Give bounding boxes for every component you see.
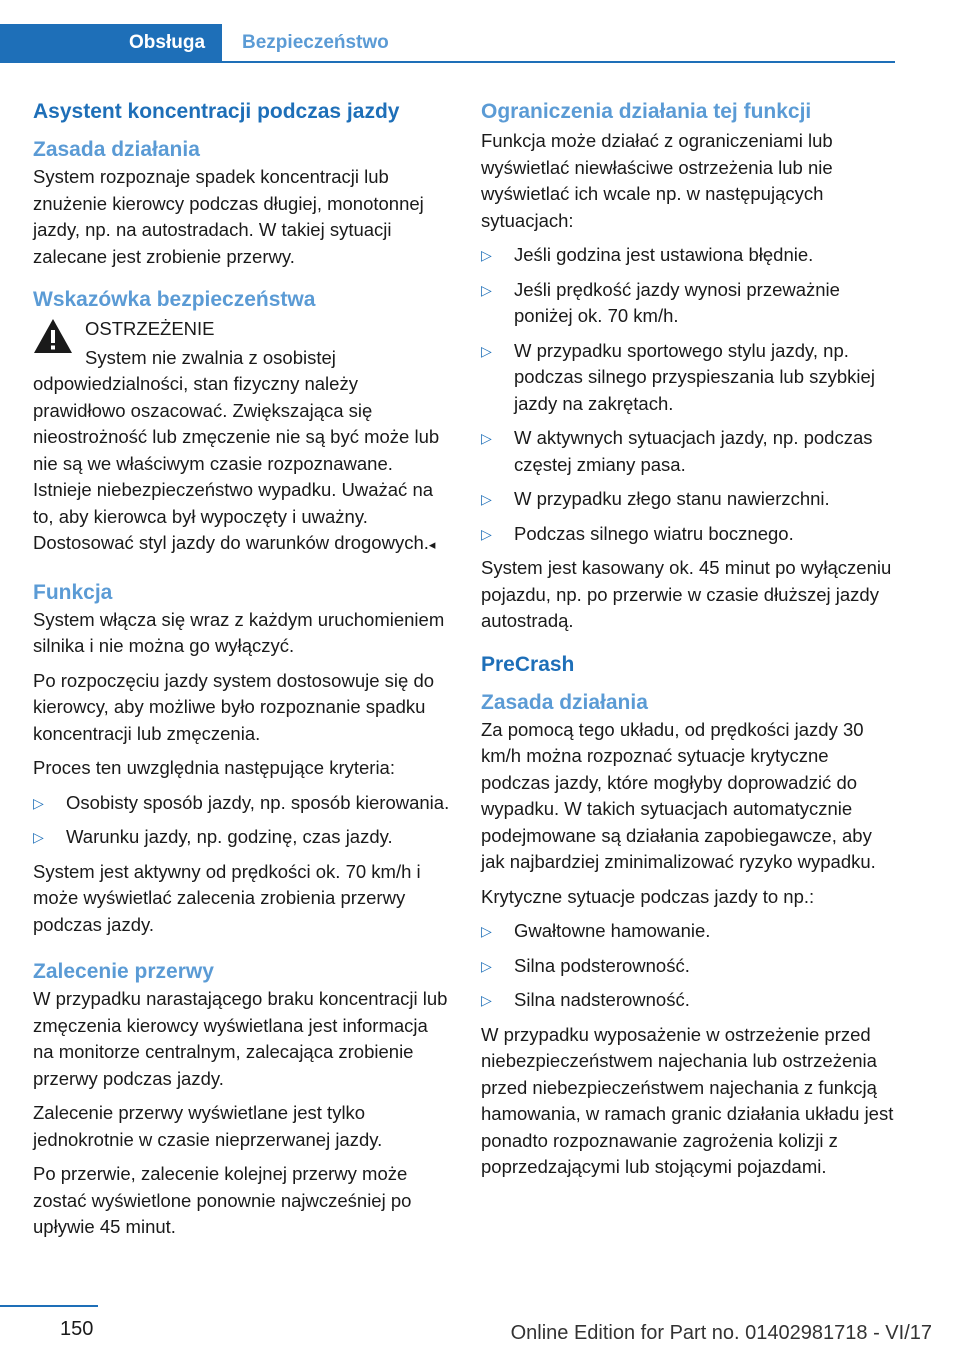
list-item: ▷ Silna nadsterowność. [481, 987, 899, 1014]
tab-obsluga[interactable]: Obsługa [0, 24, 222, 62]
header-tabs [0, 24, 409, 62]
paragraph: Za pomocą tego układu, od prędkości jazdy 30 km/h można rozpoznać sytuacje krytyczne podczas jazdy, które mogłyby doprowadzić do wypadku. W takich sytuacjach automatycznie podejmowane są działania zapobiegawcze, aby jak najbardziej zminimalizować ryzyko wypadku. [481, 718, 876, 872]
criteria-list [33, 790, 451, 851]
list-item: ▷ W przypadku złego stanu nawierzchni. [481, 486, 899, 513]
heading-zasada: Zasada działania [33, 138, 200, 161]
heading-ograniczenia: Ograniczenia działania tej funkcji [481, 100, 812, 123]
limitations-list [481, 242, 899, 547]
warning-text: System nie zwalnia z osobistej odpowiedzialności, stan fizyczny należy prawidłowo oszacować. Zwiększająca się nieostrożność lub zmęczenie nie są być może lub nie są we właściwym czasie rozpoznawane. Istnieje niebezpieczeństwo wypadku. Uważać na to, aby kierowca był wypoczęty i uważny. Dostosować styl jazdy do warunków drogowych.◂ [33, 346, 440, 553]
warning-block [33, 316, 451, 559]
footer-rule [0, 1305, 98, 1307]
bullet-triangle-icon: ▷ [481, 342, 492, 359]
list-item: ▷ Gwałtowne hamowanie. [481, 918, 899, 945]
heading-zalecenie: Zalecenie przerwy [33, 960, 214, 983]
paragraph: System jest aktywny od prędkości ok. 70 km/h i może wyświetlać zalecenia zrobienia przerwy podczas jazdy. [33, 860, 421, 935]
right-column [481, 98, 899, 1189]
critical-situations-list [481, 918, 899, 1014]
bullet-triangle-icon: ▷ [481, 957, 492, 974]
bullet-triangle-icon: ▷ [481, 430, 492, 446]
edition-note: Online Edition for Part no. 01402981718 - VI/17 [510, 1322, 932, 1344]
warning-triangle-icon [33, 318, 73, 354]
bullet-triangle-icon: ▷ [33, 794, 44, 811]
section-title-precrash: PreCrash [481, 652, 575, 676]
bullet-triangle-icon: ▷ [481, 491, 492, 507]
tab-bezpieczenstwo[interactable]: Bezpieczeństwo [242, 32, 389, 53]
paragraph: System włącza się wraz z każdym uruchomieniem silnika i nie można go wyłączyć. [33, 608, 445, 656]
heading-funkcja: Funkcja [33, 580, 113, 604]
list-item: ▷ W przypadku sportowego stylu jazdy, np. podczas silnego przyspieszania lub szybkiej jazdy na zakrętach. [481, 339, 875, 414]
bullet-triangle-icon: ▷ [33, 829, 44, 845]
left-column [33, 98, 451, 1249]
list-item: ▷ Jeśli prędkość jazdy wynosi przeważnie poniżej ok. 70 km/h. [481, 278, 840, 326]
paragraph: Proces ten uwzględnia następujące kryteria: [33, 757, 395, 778]
page-number: 150 [60, 1318, 94, 1340]
bullet-triangle-icon: ▷ [481, 525, 492, 542]
paragraph: Zalecenie przerwy wyświetlane jest tylko jednokrotnie w czasie nieprzerwanej jazdy. [33, 1102, 383, 1150]
heading-wskazowka: Wskazówka bezpieczeństwa [33, 288, 316, 311]
paragraph: W przypadku wyposażenie w ostrzeżenie przed niebezpieczeństwem najechania lub ostrzeżenia przed niebezpieczeństwem najechania z funkcją hamowania, w ramach granic działania układu jest ponadto rozpoznawanie zagrożenia kolizji z poprzedzającymi lub stojącymi pojazdami. [481, 1023, 894, 1177]
list-item: ▷ Osobisty sposób jazdy, np. sposób kierowania. [33, 790, 451, 817]
list-item: ▷ Jeśli godzina jest ustawiona błędnie. [481, 242, 899, 269]
list-item: ▷ Podczas silnego wiatru bocznego. [481, 521, 899, 548]
warning-title: OSTRZEŻENIE [85, 318, 215, 339]
paragraph: Po rozpoczęciu jazdy system dostosowuje się do kierowcy, aby możliwe było rozpoznanie spadku koncentracji lub zmęczenia. [33, 669, 435, 744]
paragraph: Funkcja może działać z ograniczeniami lub wyświetlać niewłaściwe ostrzeżenia lub nie wyświetlać ich wcale np. w następujących sytuacjach: [481, 130, 833, 231]
list-item: ▷ Silna podsterowność. [481, 953, 899, 980]
paragraph: System jest kasowany ok. 45 minut po wyłączeniu pojazdu, np. po przerwie w czasie dłuższej jazdy autostradą. [481, 557, 892, 631]
heading-zasada-precrash: Zasada działania [481, 690, 648, 714]
bullet-triangle-icon: ▷ [481, 247, 492, 263]
paragraph: Po przerwie, zalecenie kolejnej przerwy może zostać wyświetlone ponownie najwcześniej po upływie 45 minut. [33, 1163, 412, 1237]
bullet-triangle-icon: ▷ [481, 281, 492, 298]
bullet-triangle-icon: ▷ [481, 992, 492, 1008]
paragraph: Krytyczne sytuacje podczas jazdy to np.: [481, 885, 815, 907]
header-rule [0, 61, 895, 63]
end-mark: ◂ [428, 537, 436, 552]
section-title-asystent: Asystent koncentracji podczas jazdy [33, 100, 400, 123]
bullet-triangle-icon: ▷ [481, 923, 492, 939]
paragraph: W przypadku narastającego braku koncentracji lub zmęczenia kierowcy wyświetlana jest informacja na monitorze centralnym, zalecająca zrobienie przerwy podczas jazdy. [33, 988, 448, 1089]
list-item: ▷ Warunku jazdy, np. godzinę, czas jazdy. [33, 824, 451, 851]
list-item: ▷ W aktywnych sytuacjach jazdy, np. podczas częstej zmiany pasa. [481, 427, 873, 475]
paragraph: System rozpoznaje spadek koncentracji lub znużenie kierowcy podczas długiej, monotonnej jazdy, np. na autostradach. W takiej sytuacji zalecane jest zrobienie przerwy. [33, 166, 424, 267]
